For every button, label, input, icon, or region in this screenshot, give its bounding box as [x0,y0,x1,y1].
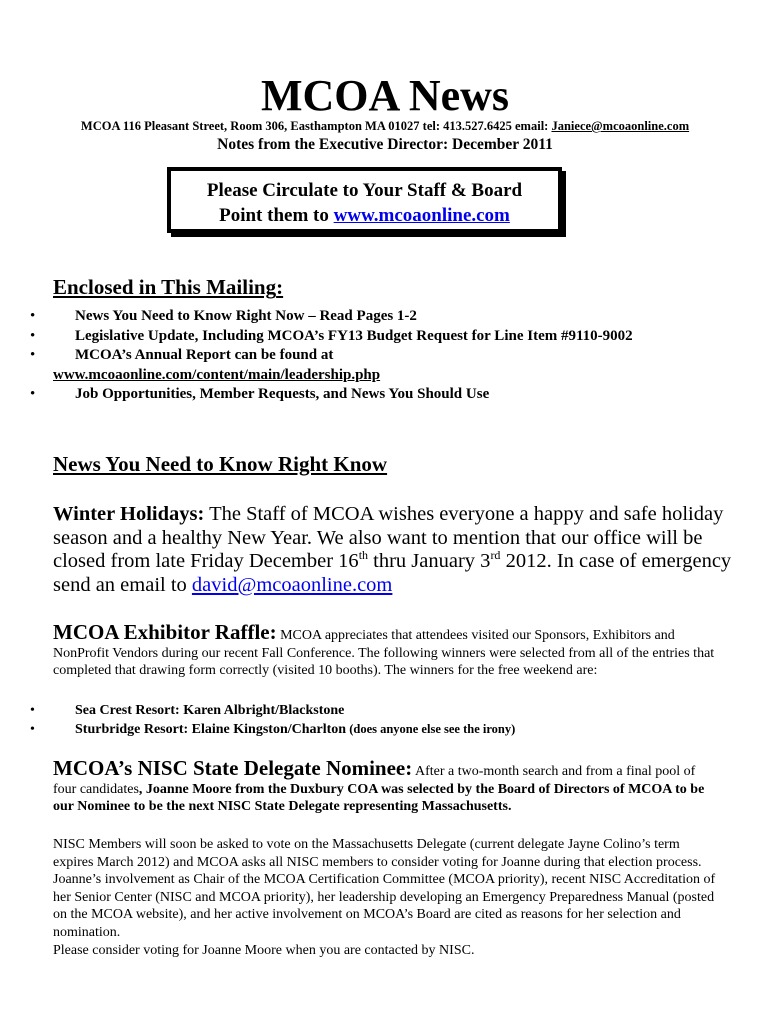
nisc-body-paragraph: NISC Members will soon be asked to vote on the Massachusetts Delegate (current delegate Jayne Colino’s term expires March 2012) and MCOA asks all NISC members to consider voting for Joanne during that election process. Joanne’s involvement as Chair of the MCOA Certification Committee (MCOA priority), recent NISC Accreditation of her Senior Center (NISC and MCOA priority), her leadership developing an Emergency Preparedness Manual (posted on the MCOA website), and her active involvement on MCOA’s Board are cited as reasons for her selection and nomination. [53,837,716,940]
raffle-paragraph [53,620,718,680]
winner-text: Sturbridge Resort: Elaine Kingston/Charlton [75,722,347,737]
winter-sup-1: th [358,548,369,563]
list-item [0,307,770,327]
annual-report-link[interactable]: www.mcoaonline.com/content/main/leadership.php [53,366,381,383]
raffle-text: MCOA appreciates that attendees visited our Sponsors, Exhibitors and NonProfit Vendors during our recent Fall Conference. The following winners were selected from all of the entries that completed that drawing form correctly (visited 10 booths). The winners for the free weekend are: [53,628,715,678]
list-item-text: News You Need to Know Right Now – Read Pages 1-2 [75,308,417,324]
list-item-text: MCOA’s Annual Report can be found at [75,347,334,363]
enclosed-list [0,307,770,405]
irony-note: (does anyone else see the irony) [346,722,516,736]
callout-line-2 [171,203,558,228]
bullet-icon: • [30,308,36,324]
bullet-icon: • [30,347,36,363]
list-item-text: Job Opportunities, Member Requests, and News You Should Use [75,386,490,402]
enclosed-heading-text: Enclosed in This Mailing [53,275,277,299]
winter-text-2: thru January 3 [368,550,491,572]
callout-line-1: Please Circulate to Your Staff & Board [206,180,523,201]
david-email-link[interactable]: david@mcoaonline.com [191,573,393,596]
bullet-icon: • [30,703,35,718]
nisc-paragraph [53,756,718,816]
list-item [0,346,770,366]
address-text: MCOA 116 Pleasant Street, Room 306, Easthampton MA 01027 tel: 413.527.6425 email: [80,119,552,133]
contact-email-link[interactable]: Janiece@mcoaonline.com [551,119,690,133]
list-item-text: Legislative Update, Including MCOA’s FY13 Budget Request for Line Item #9110-9002 [75,327,633,344]
winter-sup-2: rd [490,548,501,563]
newsletter-subtitle: Notes from the Executive Director: December 2011 [217,136,553,153]
newsletter-title: MCOA News [260,71,510,120]
list-item [0,327,770,347]
winner-text: Sea Crest Resort: Karen Albright/Blackstone [75,703,345,718]
enclosed-heading [53,274,283,300]
nisc-text-1: After a two-month search and from a final pool of four candidates [53,764,696,797]
list-item [0,701,770,720]
contact-address [0,119,770,134]
bullet-icon: • [30,327,36,344]
winter-text-3: 2012. In case of emergency send an email to [53,550,732,596]
nisc-bold-1: , Joanne Moore from the Duxbury COA was selected by the Board of Directors of MCOA to be our Nominee to be the next NISC State Delegate representing Massachusetts. [53,781,705,814]
callout-prefix: Point them to [219,205,334,226]
winter-holidays-paragraph [53,503,753,597]
bullet-icon: • [30,386,36,402]
nisc-closing: Please consider voting for Joanne Moore when you are contacted by NISC. [53,943,475,958]
list-item [0,385,770,405]
list-item [0,720,770,739]
raffle-winners-list [0,701,770,739]
raffle-lead: MCOA Exhibitor Raffle: [53,620,277,644]
winter-holidays-lead: Winter Holidays: [53,503,205,525]
list-item-continuation [0,366,770,386]
winter-text-1: The Staff of MCOA wishes everyone a happy and safe holiday season and a healthy New Year. We also want to mention that our office will be closed from late Friday December 16 [53,503,724,572]
website-link[interactable]: www.mcoaonline.com [333,205,510,226]
nisc-lead: MCOA’s NISC State Delegate Nominee: [53,756,413,780]
circulate-callout-box [167,167,562,233]
news-heading: News You Need to Know Right Know [53,452,388,476]
enclosed-heading-colon: : [276,275,284,299]
bullet-icon: • [30,722,35,737]
